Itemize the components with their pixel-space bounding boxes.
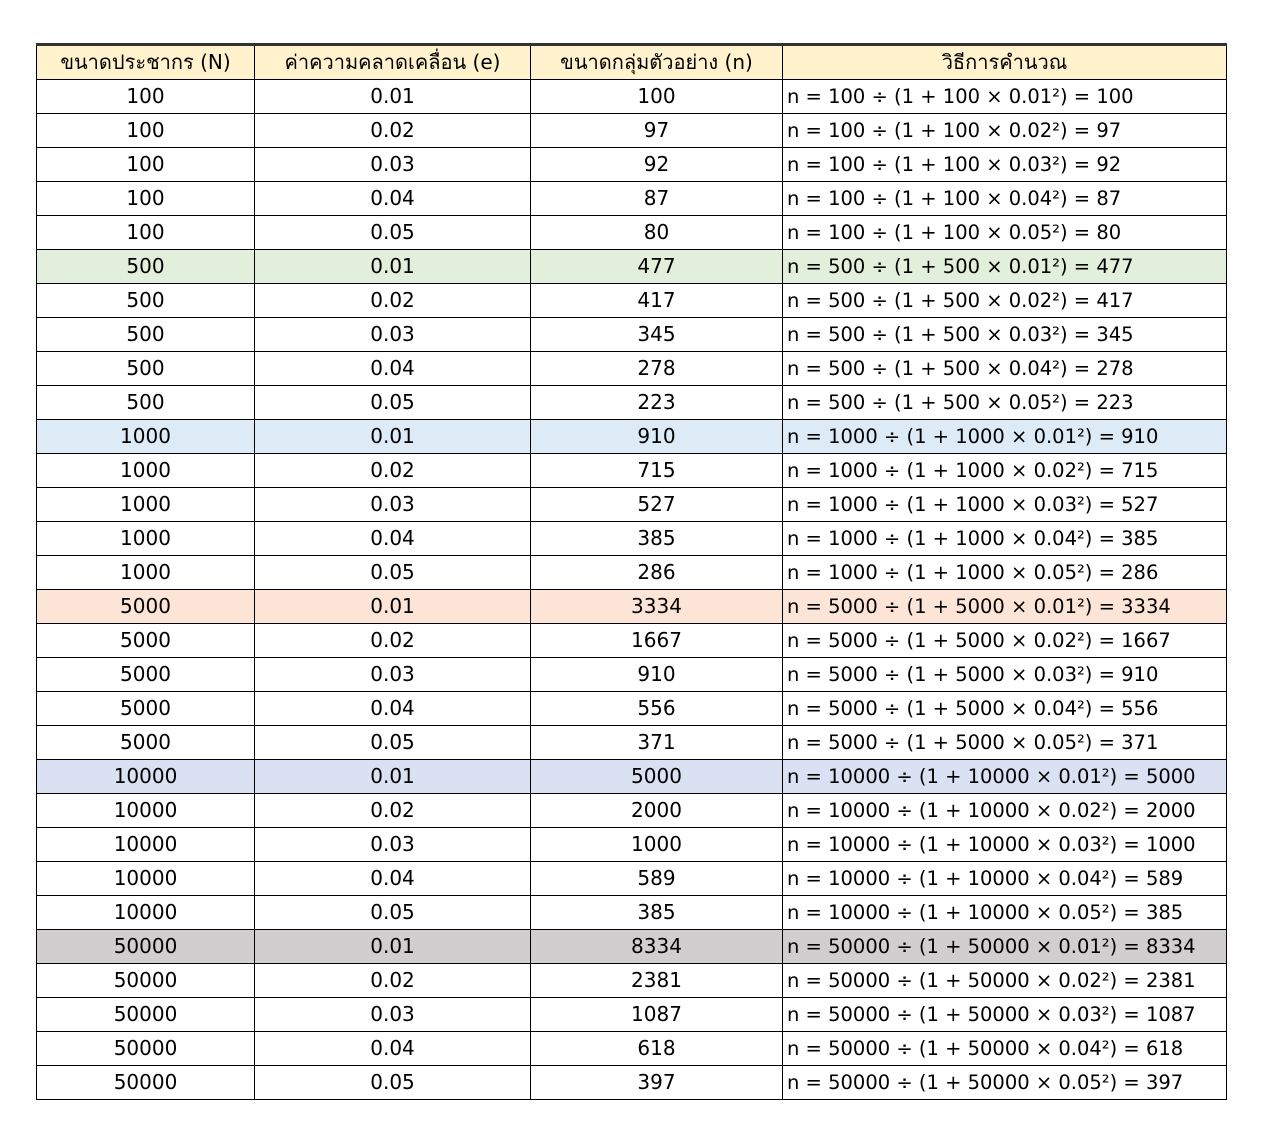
- sample-size-cell: 286: [531, 556, 783, 590]
- calculation-cell: n = 50000 ÷ (1 + 50000 × 0.05²) = 397: [783, 1066, 1227, 1100]
- calculation-cell: n = 100 ÷ (1 + 100 × 0.02²) = 97: [783, 114, 1227, 148]
- table-row: [37, 352, 1227, 386]
- population-size-cell: 5000: [37, 590, 255, 624]
- calculation-cell: n = 1000 ÷ (1 + 1000 × 0.02²) = 715: [783, 454, 1227, 488]
- sample-size-cell: 1667: [531, 624, 783, 658]
- sample-size-cell: 80: [531, 216, 783, 250]
- population-size-cell: 5000: [37, 624, 255, 658]
- population-size-cell: 100: [37, 148, 255, 182]
- sample-size-cell: 556: [531, 692, 783, 726]
- calculation-cell: n = 50000 ÷ (1 + 50000 × 0.03²) = 1087: [783, 998, 1227, 1032]
- sample-size-cell: 1087: [531, 998, 783, 1032]
- sample-size-cell: 397: [531, 1066, 783, 1100]
- error-margin-cell: 0.02: [255, 624, 531, 658]
- population-size-cell: 100: [37, 80, 255, 114]
- calculation-cell: n = 500 ÷ (1 + 500 × 0.05²) = 223: [783, 386, 1227, 420]
- sample-size-cell: 5000: [531, 760, 783, 794]
- table-row: [37, 760, 1227, 794]
- error-margin-cell: 0.02: [255, 964, 531, 998]
- error-margin-cell: 0.01: [255, 250, 531, 284]
- calculation-cell: n = 100 ÷ (1 + 100 × 0.05²) = 80: [783, 216, 1227, 250]
- calculation-cell: n = 1000 ÷ (1 + 1000 × 0.01²) = 910: [783, 420, 1227, 454]
- table-row: [37, 522, 1227, 556]
- sample-size-cell: 3334: [531, 590, 783, 624]
- population-size-cell: 1000: [37, 454, 255, 488]
- population-size-cell: 50000: [37, 1032, 255, 1066]
- error-margin-cell: 0.03: [255, 828, 531, 862]
- error-margin-cell: 0.03: [255, 148, 531, 182]
- table-row: [37, 930, 1227, 964]
- sample-size-cell: 589: [531, 862, 783, 896]
- population-size-cell: 100: [37, 114, 255, 148]
- calculation-cell: n = 10000 ÷ (1 + 10000 × 0.05²) = 385: [783, 896, 1227, 930]
- sample-size-cell: 97: [531, 114, 783, 148]
- table-row: [37, 284, 1227, 318]
- table-row: [37, 216, 1227, 250]
- error-margin-cell: 0.04: [255, 182, 531, 216]
- calculation-cell: n = 10000 ÷ (1 + 10000 × 0.03²) = 1000: [783, 828, 1227, 862]
- error-margin-cell: 0.05: [255, 386, 531, 420]
- table-body: [37, 80, 1227, 1100]
- table-row: [37, 794, 1227, 828]
- table-row: [37, 148, 1227, 182]
- header-population-size: ขนาดประชากร (N): [37, 45, 255, 80]
- error-margin-cell: 0.02: [255, 454, 531, 488]
- table-row: [37, 250, 1227, 284]
- table-header: [37, 45, 1227, 80]
- error-margin-cell: 0.04: [255, 1032, 531, 1066]
- header-error-margin: ค่าความคลาดเคลื่อน (e): [255, 45, 531, 80]
- calculation-cell: n = 100 ÷ (1 + 100 × 0.04²) = 87: [783, 182, 1227, 216]
- sample-size-cell: 223: [531, 386, 783, 420]
- table-row: [37, 726, 1227, 760]
- table-row: [37, 862, 1227, 896]
- calculation-cell: n = 10000 ÷ (1 + 10000 × 0.02²) = 2000: [783, 794, 1227, 828]
- population-size-cell: 500: [37, 352, 255, 386]
- error-margin-cell: 0.05: [255, 1066, 531, 1100]
- header-sample-size: ขนาดกลุ่มตัวอย่าง (n): [531, 45, 783, 80]
- calculation-cell: n = 5000 ÷ (1 + 5000 × 0.01²) = 3334: [783, 590, 1227, 624]
- error-margin-cell: 0.01: [255, 420, 531, 454]
- population-size-cell: 500: [37, 284, 255, 318]
- table-row: [37, 318, 1227, 352]
- calculation-cell: n = 500 ÷ (1 + 500 × 0.04²) = 278: [783, 352, 1227, 386]
- error-margin-cell: 0.05: [255, 896, 531, 930]
- population-size-cell: 500: [37, 250, 255, 284]
- error-margin-cell: 0.03: [255, 998, 531, 1032]
- calculation-cell: n = 5000 ÷ (1 + 5000 × 0.04²) = 556: [783, 692, 1227, 726]
- calculation-cell: n = 50000 ÷ (1 + 50000 × 0.02²) = 2381: [783, 964, 1227, 998]
- table-row: [37, 454, 1227, 488]
- table-row: [37, 556, 1227, 590]
- population-size-cell: 50000: [37, 964, 255, 998]
- sample-size-cell: 100: [531, 80, 783, 114]
- table-row: [37, 658, 1227, 692]
- calculation-cell: n = 5000 ÷ (1 + 5000 × 0.03²) = 910: [783, 658, 1227, 692]
- population-size-cell: 10000: [37, 896, 255, 930]
- population-size-cell: 5000: [37, 726, 255, 760]
- calculation-cell: n = 10000 ÷ (1 + 10000 × 0.01²) = 5000: [783, 760, 1227, 794]
- table-row: [37, 964, 1227, 998]
- error-margin-cell: 0.02: [255, 284, 531, 318]
- calculation-cell: n = 5000 ÷ (1 + 5000 × 0.05²) = 371: [783, 726, 1227, 760]
- population-size-cell: 1000: [37, 488, 255, 522]
- error-margin-cell: 0.01: [255, 930, 531, 964]
- population-size-cell: 500: [37, 386, 255, 420]
- table-row: [37, 114, 1227, 148]
- error-margin-cell: 0.05: [255, 556, 531, 590]
- population-size-cell: 5000: [37, 658, 255, 692]
- sample-size-cell: 477: [531, 250, 783, 284]
- calculation-cell: n = 500 ÷ (1 + 500 × 0.03²) = 345: [783, 318, 1227, 352]
- population-size-cell: 500: [37, 318, 255, 352]
- header-calculation-method: วิธีการคำนวณ: [783, 45, 1227, 80]
- sample-size-cell: 385: [531, 896, 783, 930]
- table-row: [37, 998, 1227, 1032]
- calculation-cell: n = 50000 ÷ (1 + 50000 × 0.01²) = 8334: [783, 930, 1227, 964]
- population-size-cell: 100: [37, 182, 255, 216]
- error-margin-cell: 0.03: [255, 488, 531, 522]
- header-row: [37, 45, 1227, 80]
- sample-size-cell: 371: [531, 726, 783, 760]
- table-row: [37, 624, 1227, 658]
- population-size-cell: 50000: [37, 1066, 255, 1100]
- calculation-cell: n = 500 ÷ (1 + 500 × 0.01²) = 477: [783, 250, 1227, 284]
- table-row: [37, 386, 1227, 420]
- error-margin-cell: 0.01: [255, 590, 531, 624]
- error-margin-cell: 0.01: [255, 760, 531, 794]
- error-margin-cell: 0.03: [255, 658, 531, 692]
- calculation-cell: n = 1000 ÷ (1 + 1000 × 0.05²) = 286: [783, 556, 1227, 590]
- error-margin-cell: 0.03: [255, 318, 531, 352]
- error-margin-cell: 0.01: [255, 80, 531, 114]
- table-row: [37, 182, 1227, 216]
- population-size-cell: 10000: [37, 862, 255, 896]
- population-size-cell: 100: [37, 216, 255, 250]
- error-margin-cell: 0.05: [255, 216, 531, 250]
- table-row: [37, 488, 1227, 522]
- error-margin-cell: 0.02: [255, 794, 531, 828]
- calculation-cell: n = 1000 ÷ (1 + 1000 × 0.03²) = 527: [783, 488, 1227, 522]
- population-size-cell: 1000: [37, 420, 255, 454]
- sample-size-cell: 2381: [531, 964, 783, 998]
- table-row: [37, 590, 1227, 624]
- calculation-cell: n = 100 ÷ (1 + 100 × 0.03²) = 92: [783, 148, 1227, 182]
- population-size-cell: 1000: [37, 522, 255, 556]
- population-size-cell: 10000: [37, 760, 255, 794]
- population-size-cell: 10000: [37, 794, 255, 828]
- calculation-cell: n = 50000 ÷ (1 + 50000 × 0.04²) = 618: [783, 1032, 1227, 1066]
- sample-size-cell: 1000: [531, 828, 783, 862]
- sample-size-cell: 345: [531, 318, 783, 352]
- calculation-cell: n = 1000 ÷ (1 + 1000 × 0.04²) = 385: [783, 522, 1227, 556]
- sample-size-cell: 618: [531, 1032, 783, 1066]
- sample-size-cell: 715: [531, 454, 783, 488]
- table-row: [37, 692, 1227, 726]
- sample-size-cell: 278: [531, 352, 783, 386]
- sample-size-cell: 8334: [531, 930, 783, 964]
- population-size-cell: 10000: [37, 828, 255, 862]
- table-row: [37, 1032, 1227, 1066]
- table-row: [37, 420, 1227, 454]
- population-size-cell: 50000: [37, 998, 255, 1032]
- sample-size-table: [36, 43, 1227, 1100]
- error-margin-cell: 0.02: [255, 114, 531, 148]
- sample-size-cell: 2000: [531, 794, 783, 828]
- table-row: [37, 896, 1227, 930]
- error-margin-cell: 0.05: [255, 726, 531, 760]
- error-margin-cell: 0.04: [255, 522, 531, 556]
- sample-size-cell: 910: [531, 420, 783, 454]
- error-margin-cell: 0.04: [255, 692, 531, 726]
- sample-size-cell: 92: [531, 148, 783, 182]
- calculation-cell: n = 500 ÷ (1 + 500 × 0.02²) = 417: [783, 284, 1227, 318]
- table-row: [37, 828, 1227, 862]
- calculation-cell: n = 10000 ÷ (1 + 10000 × 0.04²) = 589: [783, 862, 1227, 896]
- table-row: [37, 1066, 1227, 1100]
- population-size-cell: 50000: [37, 930, 255, 964]
- table-row: [37, 80, 1227, 114]
- error-margin-cell: 0.04: [255, 862, 531, 896]
- sample-size-cell: 527: [531, 488, 783, 522]
- sample-size-cell: 385: [531, 522, 783, 556]
- sample-size-cell: 417: [531, 284, 783, 318]
- population-size-cell: 5000: [37, 692, 255, 726]
- calculation-cell: n = 5000 ÷ (1 + 5000 × 0.02²) = 1667: [783, 624, 1227, 658]
- error-margin-cell: 0.04: [255, 352, 531, 386]
- sample-size-cell: 910: [531, 658, 783, 692]
- population-size-cell: 1000: [37, 556, 255, 590]
- calculation-cell: n = 100 ÷ (1 + 100 × 0.01²) = 100: [783, 80, 1227, 114]
- sample-size-cell: 87: [531, 182, 783, 216]
